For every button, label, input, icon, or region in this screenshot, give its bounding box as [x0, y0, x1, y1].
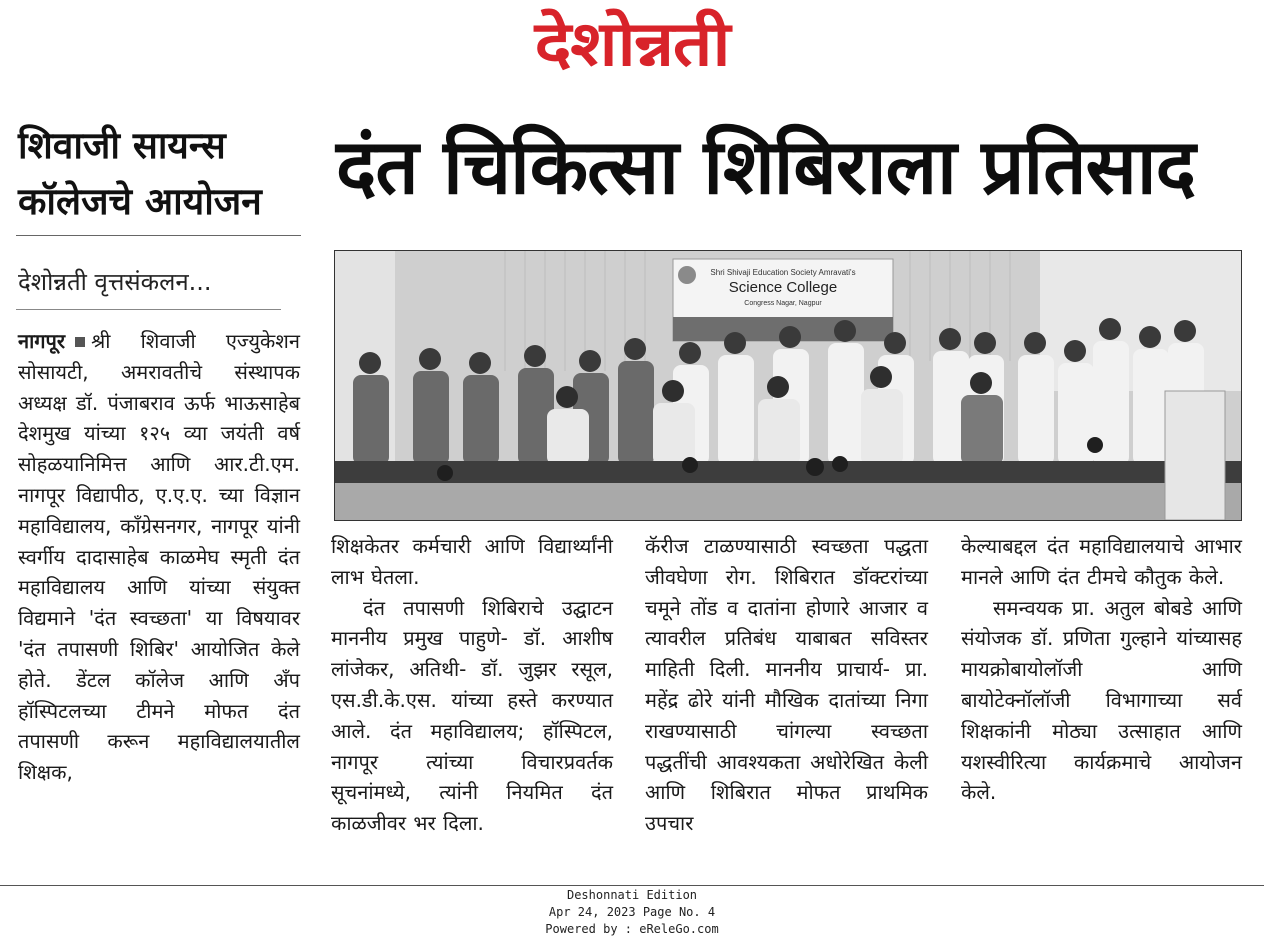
byline-divider [16, 309, 281, 310]
footer-divider [0, 885, 1264, 886]
article-column-3 [645, 531, 928, 839]
kicker-heading [18, 118, 308, 230]
event-group-photo [334, 250, 1242, 521]
newspaper-masthead: देशोन्नती [534, 7, 730, 80]
article-column-4 [961, 531, 1242, 808]
article-headline: दंत चिकित्सा शिबिराला प्रतिसाद [336, 122, 1195, 211]
banner-text-line-2: Science College [728, 279, 838, 296]
column-2-paragraph-1: शिक्षकेतर कर्मचारी आणि विद्यार्थ्यांनी लाभ घेतला. [331, 534, 613, 589]
group-photo-illustration [335, 251, 1241, 520]
kicker-line-1: शिवाजी सायन्स [18, 124, 226, 167]
article-dateline: नागपूर [18, 329, 66, 353]
column-3-text: कॅरीज टाळण्यासाठी स्वच्छता पद्धता जीवघेणा रोग. शिबिरात डॉक्टरांच्या चमूने तोंड व दातांना होणारे आजार व त्यावरील प्रतिबंध याबाबत सविस्तर माहिती दिली. माननीय प्राचार्य- प्रा. महेंद्र ढोरे यांनी मौखिक दातांच्या निगा राखण्यासाठी चांगल्या स्वच्छता पद्धतींची आवश्यकता अधोरेखित केली आणि शिबिरात मोफत प्राथमिक उपचार [645, 534, 928, 836]
kicker-divider [16, 235, 301, 236]
kicker-line-2: कॉलेजचे आयोजन [18, 180, 262, 223]
column-4-paragraph-2: समन्वयक प्रा. अतुल बोबडे आणि संयोजक डॉ. प्रणिता गुल्हाने यांच्यासह मायक्रोबायोलॉजी आणि बायोटेक्नॉलॉजी विभागाच्या सर्व शिक्षकांनी मोठ्या उत्साहात आणि यशस्वीरित्या कार्यक्रमाचे आयोजन केले. [961, 595, 1242, 805]
footer-powered-by: Powered by : eReleGo.com [545, 922, 719, 936]
page-footer [0, 887, 1264, 938]
article-column-2 [331, 531, 613, 839]
banner-text-line-3: Congress Nagar, Nagpur [744, 300, 822, 307]
footer-edition: Deshonnati Edition [566, 888, 698, 902]
banner-text-line-1: Shri Shivaji Education Society Amravati's [710, 268, 856, 277]
column-2-paragraph-2: दंत तपासणी शिबिराचे उद्घाटन माननीय प्रमुख पाहुणे- डॉ. आशीष लांजेकर, अतिथी- डॉ. जुझर रसूल, एस.डी.के.एस. यांच्या हस्ते करण्यात आले. दंत महाविद्यालय; हॉस्पिटल, नागपूर त्यांच्या विचारप्रवर्तक सूचनांमध्ये, त्यांनी नियमित दंत काळजीवर भर दिला. [331, 595, 613, 836]
column-1-text: श्री शिवाजी एज्युकेशन सोसायटी, अमरावतीचे संस्थापक अध्यक्ष डॉ. पंजाबराव ऊर्फ भाऊसाहेब देशमुख यांच्या १२५ व्या जयंती वर्ष सोहळयानिमित्त आणि आर.टी.एम. नागपूर विद्यापीठ, ए.ए.ए. च्या विज्ञान महाविद्यालय, कॉंग्रेसनगर, नागपूर यांनी स्वर्गीय दादासाहेब काळमेघ स्मृती दंत महाविद्यालय आणि यांच्या संयुक्त विद्यमाने 'दंत स्वच्छता' या विषयावर 'दंत तपासणी शिबिर' आयोजित केले होते. डेंटल कॉलेज आणि अँप हॉस्पिटलच्या टीमने मोफत दंत तपासणी करून महाविद्यालयातील शिक्षक, [18, 329, 300, 785]
footer-date-page: Apr 24, 2023 Page No. 4 [548, 905, 716, 919]
dateline-square-icon [75, 337, 85, 347]
article-byline: देशोन्नती वृत्तसंकलन... [18, 268, 212, 296]
article-column-1 [18, 326, 300, 788]
column-4-paragraph-1: केल्याबद्दल दंत महाविद्यालयाचे आभार मानले आणि दंत टीमचे कौतुक केले. [961, 534, 1242, 589]
